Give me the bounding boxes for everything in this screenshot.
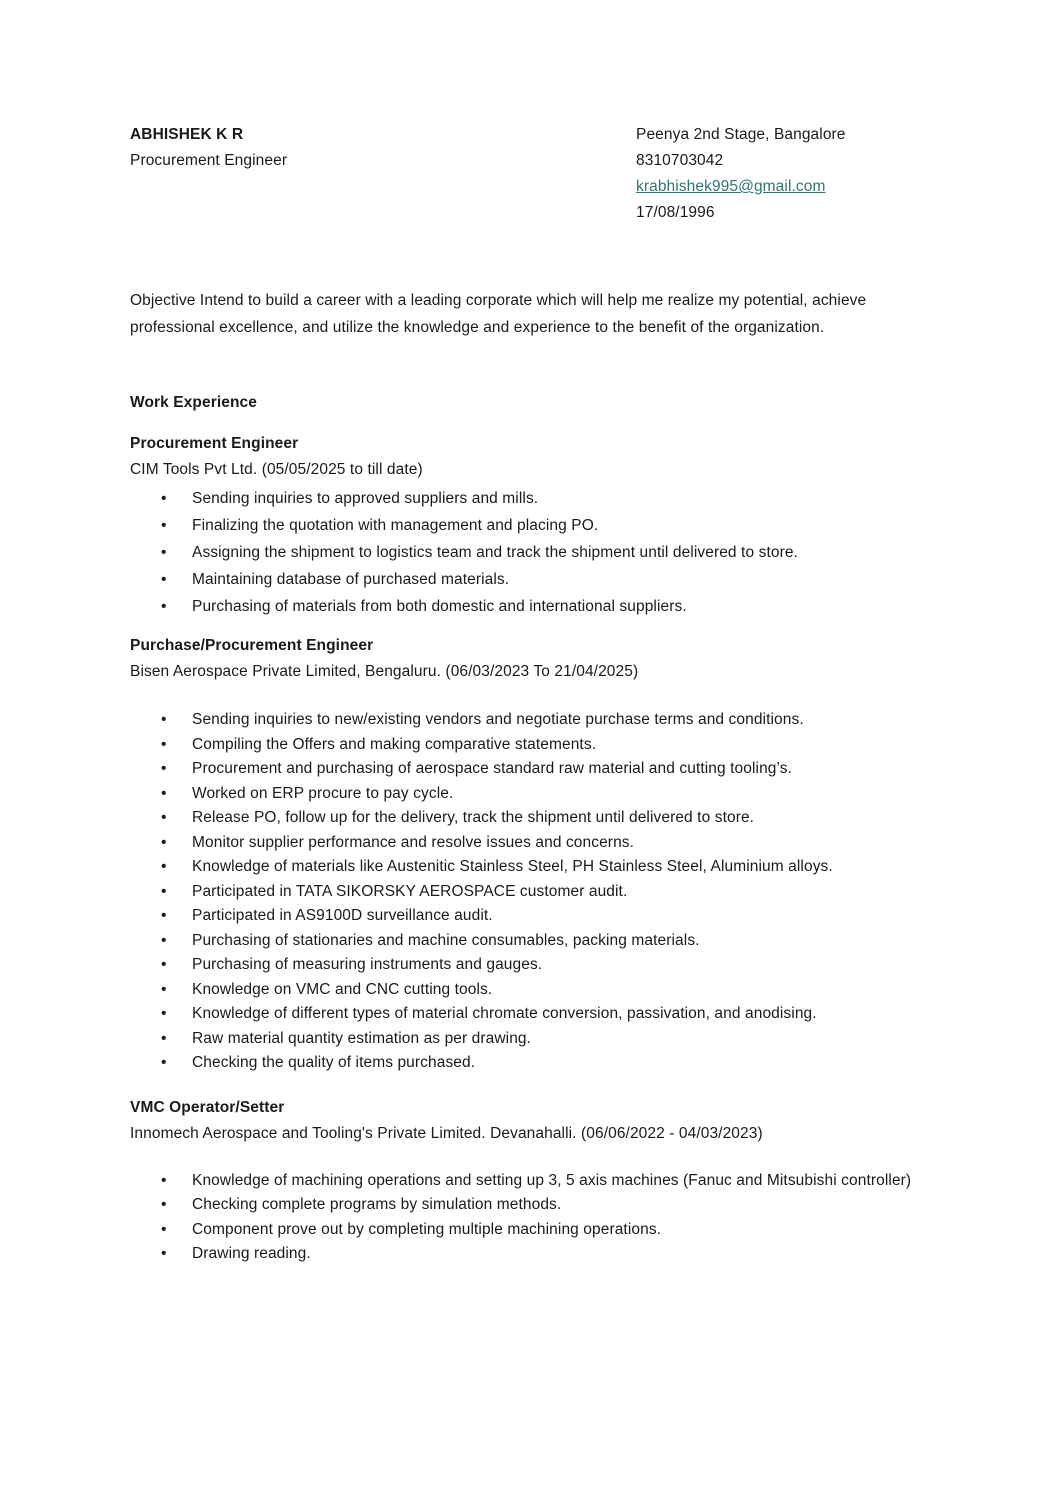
job-title: Purchase/Procurement Engineer (130, 637, 374, 654)
job-company-line: Innomech Aerospace and Tooling's Private Limited. Devanahalli. (06/06/2022 - 04/03/2023) (130, 1124, 763, 1142)
bullet-item: • Participated in TATA SIKORSKY AEROSPACE customer audit. (130, 880, 924, 905)
job-bullet-list (130, 1169, 924, 1267)
bullet-item: • Sending inquiries to new/existing vendors and negotiate purchase terms and conditions. (130, 708, 924, 733)
job-company-line: Bisen Aerospace Private Limited, Bengaluru. (06/03/2023 To 21/04/2025) (130, 663, 639, 680)
header-contact (636, 122, 924, 226)
job-company-line: CIM Tools Pvt Ltd. (05/05/2025 to till date) (130, 461, 423, 478)
bullet-item: • Checking the quality of items purchased. (130, 1051, 924, 1076)
bullet-item: • Component prove out by completing multiple machining operations. (130, 1218, 924, 1243)
bullet-item: • Finalizing the quotation with management and placing PO. (130, 512, 924, 539)
bullet-item: • Knowledge of machining operations and setting up 3, 5 axis machines (Fanuc and Mitsubishi controller) (130, 1169, 924, 1194)
bullet-item: • Purchasing of stationaries and machine consumables, packing materials. (130, 929, 924, 954)
email-link[interactable]: krabhishek995@gmail.com (636, 178, 826, 195)
bullet-item: • Monitor supplier performance and resolve issues and concerns. (130, 831, 924, 856)
job-bullet-list (130, 485, 924, 620)
bullet-item: • Checking complete programs by simulation methods. (130, 1193, 924, 1218)
bullet-item: • Release PO, follow up for the delivery, track the shipment until delivered to store. (130, 806, 924, 831)
resume-content (130, 122, 924, 1267)
bullet-item: • Compiling the Offers and making comparative statements. (130, 733, 924, 758)
bullet-item: • Assigning the shipment to logistics team and track the shipment until delivered to store. (130, 539, 924, 566)
bullet-item: • Procurement and purchasing of aerospace standard raw material and cutting tooling’s. (130, 757, 924, 782)
bullet-item: • Maintaining database of purchased materials. (130, 566, 924, 593)
bullet-item: • Purchasing of measuring instruments and gauges. (130, 953, 924, 978)
bullet-item: • Worked on ERP procure to pay cycle. (130, 782, 924, 807)
header-identity (130, 122, 287, 174)
bullet-item: • Participated in AS9100D surveillance audit. (130, 904, 924, 929)
job-title: Procurement Engineer (130, 435, 299, 452)
candidate-name: ABHISHEK K R (130, 126, 244, 143)
job-section-innomech (130, 1095, 924, 1267)
job-section-bisen-aerospace (130, 633, 924, 1076)
contact-email-line (636, 174, 924, 200)
job-section-cim-tools (130, 431, 924, 620)
objective-paragraph: Objective Intend to build a career with a leading corporate which will help me realize my potential, achieve professional excellence, and utilize the knowledge and experience to the benefit of the organization. (130, 292, 867, 336)
bullet-item: • Knowledge of materials like Austenitic Stainless Steel, PH Stainless Steel, Aluminium alloys. (130, 855, 924, 880)
job-bullet-list (130, 708, 924, 1076)
candidate-role: Procurement Engineer (130, 152, 288, 169)
bullet-item: • Knowledge of different types of material chromate conversion, passivation, and anodising. (130, 1002, 924, 1027)
job-title: VMC Operator/Setter (130, 1098, 285, 1116)
work-experience-heading: Work Experience (130, 394, 257, 411)
contact-phone: 8310703042 (636, 152, 724, 169)
bullet-item: • Sending inquiries to approved suppliers and mills. (130, 485, 924, 512)
bullet-item: • Purchasing of materials from both domestic and international suppliers. (130, 593, 924, 620)
contact-dob: 17/08/1996 (636, 204, 715, 221)
bullet-item: • Knowledge on VMC and CNC cutting tools. (130, 978, 924, 1003)
contact-address: Peenya 2nd Stage, Bangalore (636, 126, 846, 143)
bullet-item: • Drawing reading. (130, 1242, 924, 1267)
bullet-item: • Raw material quantity estimation as per drawing. (130, 1027, 924, 1052)
resume-header (130, 122, 924, 226)
